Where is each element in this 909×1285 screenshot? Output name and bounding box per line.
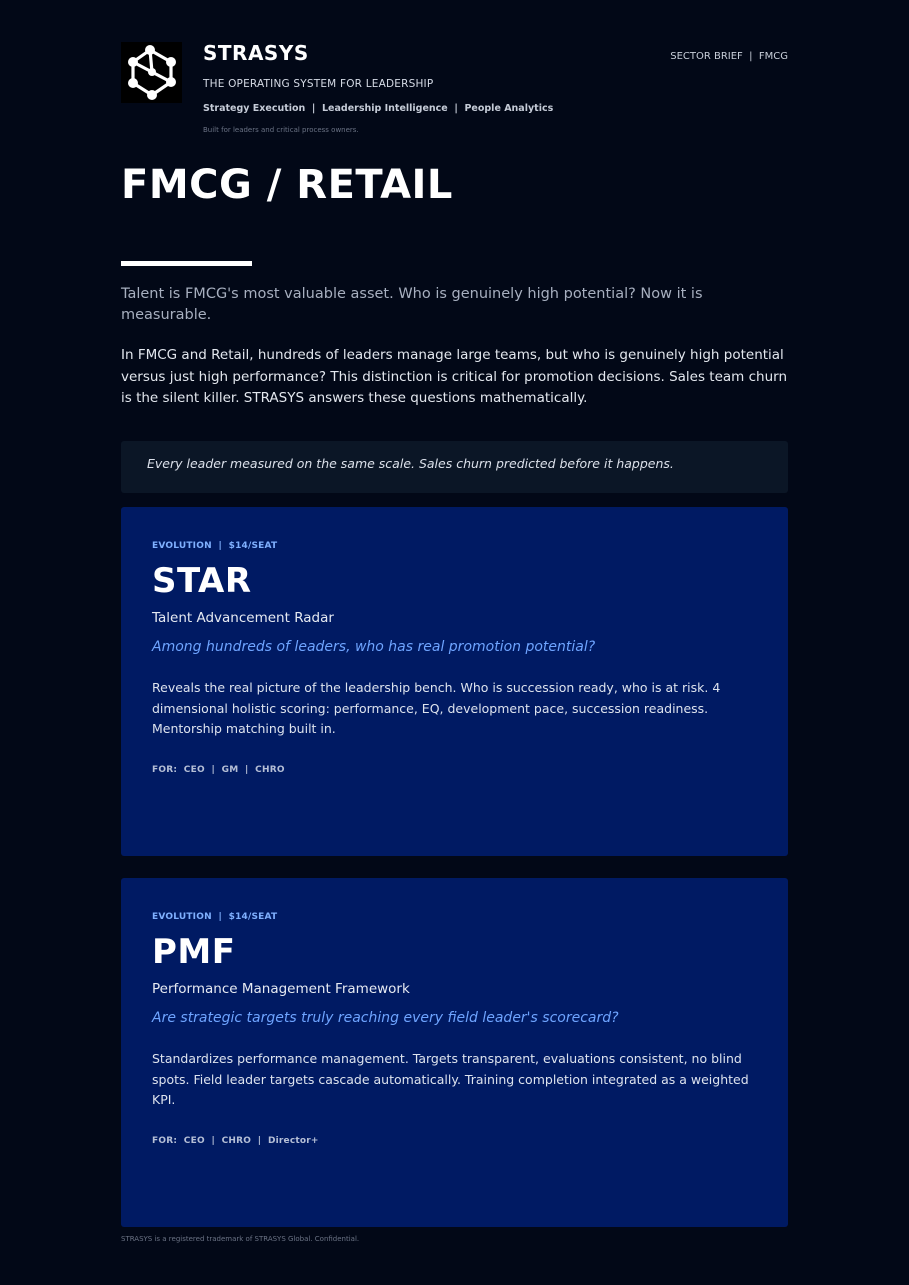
brand-tagline: THE OPERATING SYSTEM FOR LEADERSHIP <box>203 78 434 90</box>
sector-label: SECTOR BRIEF | FMCG <box>670 51 788 62</box>
body-paragraph: In FMCG and Retail, hundreds of leaders manage large teams, but who is genuinely high potential versus just high performance? This distinction is critical for promotion decisions. Sales team churn is the silent killer. STRASYS answers these questions mathematically. <box>121 347 788 406</box>
title-divider <box>121 261 252 266</box>
brand-block <box>203 40 633 134</box>
brand-capabilities: Strategy Execution | Leadership Intelligence | People Analytics <box>203 103 554 114</box>
card-description: Reveals the real picture of the leadership bench. Who is succession ready, who is at risk. 4 dimensional holistic scoring: performance, EQ, development pace, succession readiness. Mentorship matching built in. <box>152 680 721 736</box>
card-subtitle: Talent Advancement Radar <box>152 610 334 626</box>
card-question: Are strategic targets truly reaching every field leader's scorecard? <box>152 1010 619 1026</box>
lead-paragraph: Talent is FMCG's most valuable asset. Who is genuinely high potential? Now it is measurable. <box>121 286 703 323</box>
card-audience: FOR: CEO | CHRO | Director+ <box>152 1136 319 1146</box>
product-card-star <box>121 507 788 856</box>
card-question: Among hundreds of leaders, who has real promotion potential? <box>152 639 596 655</box>
card-description: Standardizes performance management. Targets transparent, evaluations consistent, no blind spots. Field leader targets cascade automatically. Training completion integrated as a weighted KPI. <box>152 1051 749 1107</box>
card-title: STAR <box>152 561 252 601</box>
card-audience: FOR: CEO | GM | CHRO <box>152 765 285 775</box>
card-title: PMF <box>152 932 236 972</box>
highlight-box <box>121 441 788 493</box>
network-logo-icon <box>121 42 182 103</box>
sector-brief-page <box>121 0 788 1243</box>
highlight-text: Every leader measured on the same scale. Sales churn predicted before it happens. <box>147 456 674 471</box>
header <box>121 0 788 150</box>
brand-name: STRASYS <box>203 41 309 65</box>
page-title: FMCG / RETAIL <box>121 162 453 208</box>
card-meta: EVOLUTION | $14/SEAT <box>152 912 278 922</box>
product-card-pmf <box>121 878 788 1227</box>
card-subtitle: Performance Management Framework <box>152 981 410 997</box>
footer-note: STRASYS is a registered trademark of STRASYS Global. Confidential. <box>121 1235 360 1243</box>
card-meta: EVOLUTION | $14/SEAT <box>152 541 278 551</box>
brand-note: Built for leaders and critical process owners. <box>203 126 359 134</box>
